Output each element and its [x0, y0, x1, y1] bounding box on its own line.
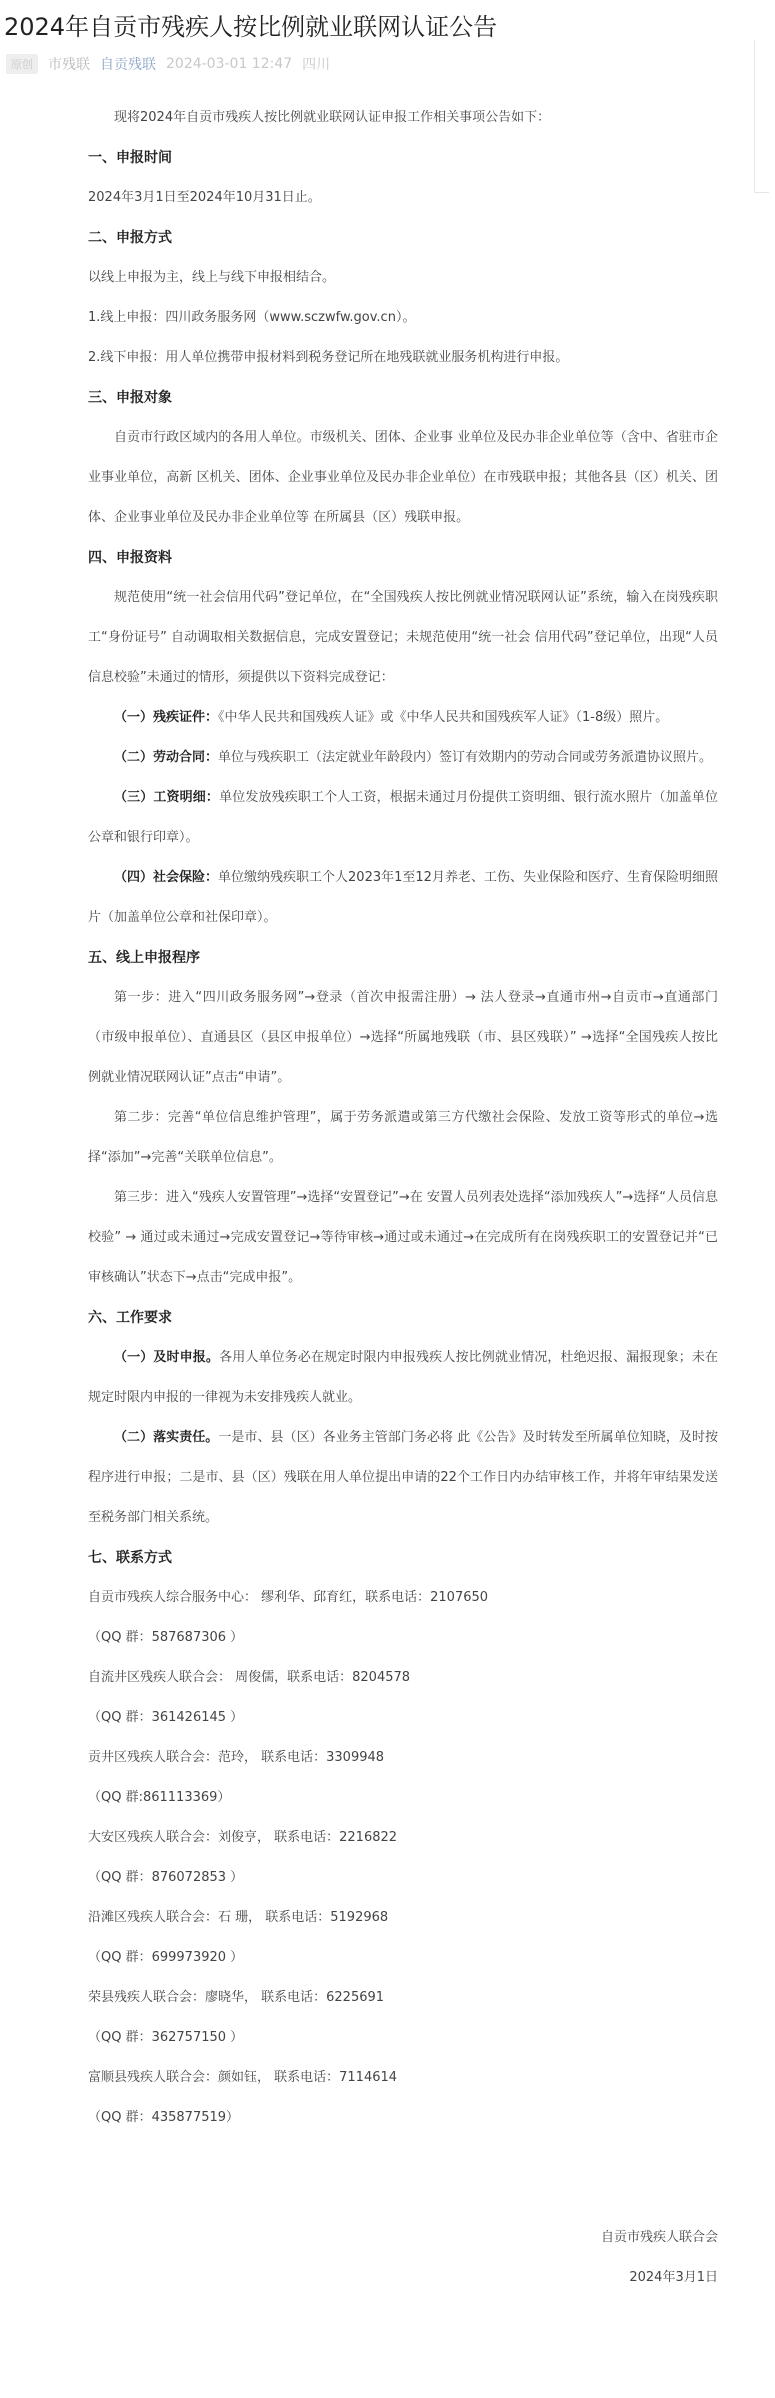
region-label: 四川: [302, 57, 331, 73]
source-name: 市残联: [48, 57, 90, 73]
item-label: （一）残疾证件：: [114, 710, 219, 725]
author-link[interactable]: 自贡残联: [100, 57, 156, 73]
contact-line: 沿滩区残疾人联合会：石 珊， 联系电话：5192968: [88, 1910, 389, 1925]
contact-qq: （QQ 群：362757150 ）: [88, 2030, 244, 2045]
paragraph: [88, 1338, 718, 1418]
item-text: 一是市、县（区）各业务主管部门务必将 此《公告》及时转发至所属单位知晓，及时按程序进行申报；二是市、县（区）残联在用人单位提出申请的22个工作日内办结审核工作，并将年审结果发送至税务部门相关系统。: [88, 1430, 718, 1525]
article-meta: [0, 44, 775, 76]
signature-date: 2024年3月1日: [629, 2270, 718, 2285]
item-text: 单位发放残疾职工个人工资，根据未通过月份提供工资明细、银行流水照片（加盖单位公章和银行印章）。: [88, 790, 718, 845]
item-label: （一）及时申报。: [114, 1350, 220, 1365]
section-heading: 二、申报方式: [88, 230, 172, 246]
contact-line: 大安区残疾人联合会：刘俊亨， 联系电话：2216822: [88, 1830, 398, 1845]
contact-line: 自流井区残疾人联合会： 周俊儒，联系电话：8204578: [88, 1670, 411, 1685]
contact-line: 荣县残疾人联合会：廖晓华， 联系电话：6225691: [88, 1990, 385, 2005]
section-heading: 三、申报对象: [88, 390, 172, 406]
section-heading: 四、申报资料: [88, 550, 172, 566]
item-text: 单位缴纳残疾职工个人2023年1至12月养老、工伤、失业保险和医疗、生育保险明细照片（加盖单位公章和社保印章）。: [88, 870, 718, 925]
item-label: （三）工资明细：: [114, 790, 220, 805]
paragraph: 1.线上申报：四川政务服务网（www.sczwfw.gov.cn）。: [88, 310, 416, 325]
item-text: 各用人单位务必在规定时限内申报残疾人按比例就业情况，杜绝迟报、漏报现象；未在规定时限内申报的一律视为未安排残疾人就业。: [88, 1350, 718, 1405]
contact-line: 自贡市残疾人综合服务中心： 缪利华、邱育红，联系电话：2107650: [88, 1590, 489, 1605]
section-heading: 七、联系方式: [88, 1550, 172, 1566]
contact-qq: （QQ 群：361426145 ）: [88, 1710, 244, 1725]
paragraph: 2024年3月1日至2024年10月31日止。: [88, 190, 321, 205]
paragraph: [88, 858, 718, 938]
section-heading: 五、线上申报程序: [88, 950, 200, 966]
article-body: [88, 98, 718, 2298]
original-badge: 原创: [6, 54, 38, 74]
paragraph: 第一步：进入“四川政务服务网”→登录（首次申报需注册）→ 法人登录→直通市州→自贡市→直通部门（市级申报单位）、直通县区（县区申报单位）→选择“所属地残联（市、县区残联）” →选择“全国残疾人按比例就业情况联网认证”点击“申请”。: [88, 990, 718, 1085]
paragraph: 2.线下申报：用人单位携带申报材料到税务登记所在地残联就业服务机构进行申报。: [88, 350, 569, 365]
contact-qq: （QQ 群：587687306 ）: [88, 1630, 244, 1645]
paragraph: [88, 738, 718, 778]
contact-line: 富顺县残疾人联合会：颜如钰， 联系电话：7114614: [88, 2070, 398, 2085]
section-heading: 六、工作要求: [88, 1310, 172, 1326]
intro-paragraph: 现将2024年自贡市残疾人按比例就业联网认证申报工作相关事项公告如下：: [114, 110, 551, 125]
contact-qq: （QQ 群：435877519）: [88, 2110, 240, 2125]
page-title: 2024年自贡市残疾人按比例就业联网认证公告: [4, 13, 498, 41]
spacer: [88, 2138, 718, 2218]
item-label: （二）落实责任。: [114, 1430, 219, 1445]
section-heading: 一、申报时间: [88, 150, 172, 166]
item-text: 《中华人民共和国残疾人证》或《中华人民共和国残疾军人证》（1-8级）照片。: [218, 710, 669, 725]
paragraph: 第三步：进入“残疾人安置管理”→选择“安置登记”→在 安置人员列表处选择“添加残疾人”→选择“人员信息校验” → 通过或未通过→完成安置登记→等待审核→通过或未通过→在完成所有在岗残疾职工的安置登记并“已审核确认”状态下→点击“完成申报”。: [88, 1190, 718, 1285]
paragraph: 第二步：完善“单位信息维护管理”，属于劳务派遣或第三方代缴社会保险、发放工资等形式的单位→选择“添加”→完善“关联单位信息”。: [88, 1110, 718, 1165]
contact-line: 贡井区残疾人联合会：范玲， 联系电话：3309948: [88, 1750, 385, 1765]
paragraph: 自贡市行政区域内的各用人单位。市级机关、团体、企业事 业单位及民办非企业单位等（含中、省驻市企业事业单位，高新 区机关、团体、企业事业单位及民办非企业单位）在市残联申报；其他各县（区）机关、团体、企业事业单位及民办非企业单位等 在所属县（区）残联申报。: [88, 430, 718, 525]
item-label: （二）劳动合同：: [114, 750, 219, 765]
publish-datetime: 2024-03-01 12:47: [166, 56, 293, 72]
paragraph: [88, 1418, 718, 1538]
item-text: 单位与残疾职工（法定就业年龄段内）签订有效期内的劳动合同或劳务派遣协议照片。: [218, 750, 713, 765]
paragraph: 以线上申报为主，线上与线下申报相结合。: [88, 270, 336, 285]
paragraph: 规范使用“统一社会信用代码”登记单位，在“全国残疾人按比例就业情况联网认证”系统，输入在岗残疾职工“身份证号” 自动调取相关数据信息，完成安置登记；未规范使用“统一社会 信用代码”登记单位，出现“人员信息校验”未通过的情形，须提供以下资料完成登记：: [88, 590, 718, 685]
paragraph: [88, 778, 718, 858]
contact-qq: （QQ 群：876072853 ）: [88, 1870, 244, 1885]
contact-qq: （QQ 群：699973920 ）: [88, 1950, 244, 1965]
paragraph: [88, 698, 718, 738]
side-divider: [754, 40, 769, 193]
signature-org: 自贡市残疾人联合会: [600, 2230, 718, 2245]
contact-qq: （QQ 群:861113369）: [88, 1790, 231, 1805]
item-label: （四）社会保险：: [114, 870, 219, 885]
